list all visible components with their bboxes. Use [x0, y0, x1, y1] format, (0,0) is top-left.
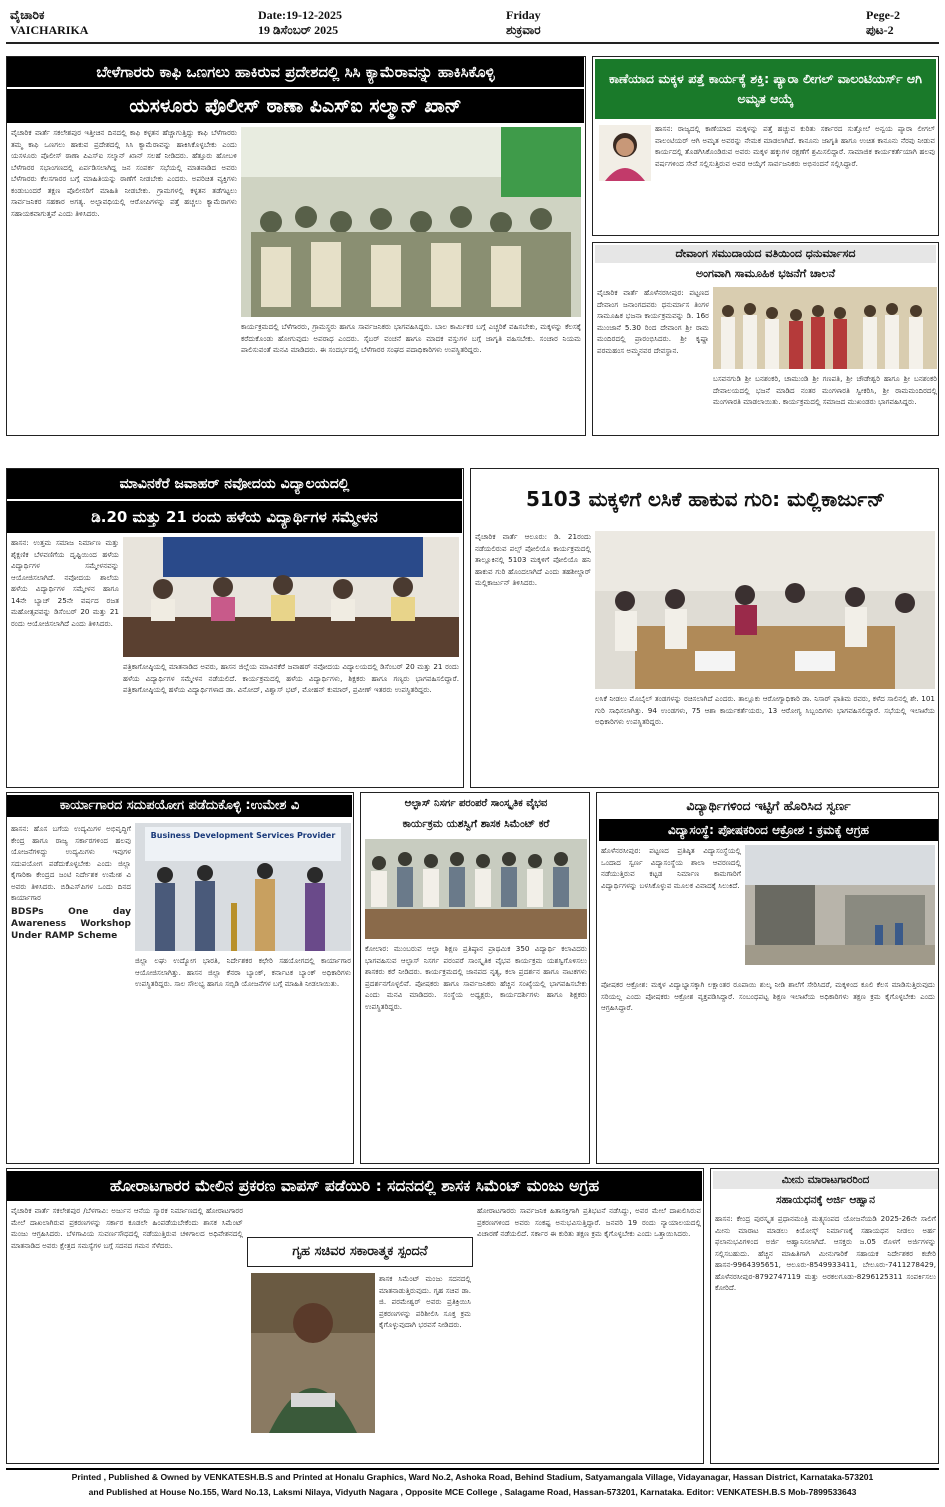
- story10-body: ಹಾಸನ: ಕೇಂದ್ರ ಪುರಸ್ಕೃತ ಪ್ರಧಾನಮಂತ್ರಿ ಮತ್ಸ್ಯಸಂಪದ ಯೋಜನೆಯಡಿ 2025-26ನೇ ಸಾಲಿಗೆ ಮೀನು ಮಾರಾಟ ಮಾಡಲು ಕಿಯೋಸ್ಕ್ ನಿರ್ಮಾಣಕ್ಕೆ ಸಹಾಯಧನ ನೀಡಲು ಅರ್ಹ ಫಲಾನುಭವಿಗಳಿಂದ ಅರ್ಜಿ ಆಹ್ವಾನಿಸಲಾಗಿದೆ. ಆಸಕ್ತರು ಜ.05 ರೊಳಗೆ ಅರ್ಜಿಗಳನ್ನು ಸಲ್ಲಿಸಬಹುದು. ಹೆಚ್ಚಿನ ಮಾಹಿತಿಗಾಗಿ ಮೀನುಗಾರಿಕೆ ಸಹಾಯಕ ನಿರ್ದೇಶಕರ ಕಚೇರಿ ಹಾಸನ-9964395651, ಆಲೂರು-8549933411, ಬೇಲೂರು-7411278429, ಹೊಳೆನರಸೀಪುರ-8792747119 ಮತ್ತು ಅರಕಲಗೂಡು-8296125311 ಸಂಪರ್ಕಿಸಲು ಕೋರಿದೆ.: [715, 1214, 936, 1292]
- story4-photo: [123, 537, 459, 657]
- story2-headline: ಕಾಣೆಯಾದ ಮಕ್ಕಳ ಪತ್ತೆ ಕಾರ್ಯಕ್ಕೆ ಶಕ್ತಿ: ಪ್ಯಾರಾ ಲೀಗಲ್ ವಾಲಂಟಿಯರ್ಸ್ ಆಗಿ ಅಮೃತ ಆಯ್ಕೆ: [595, 59, 936, 119]
- story4-body-right: ಪತ್ರಿಕಾಗೋಷ್ಠಿಯಲ್ಲಿ ಮಾತನಾಡಿದ ಅವರು, ಹಾಸನ ಜಿಲ್ಲೆಯ ಮಾವಿನಕೆರೆ ಜವಾಹರ್ ನವೋದಯ ವಿದ್ಯಾಲಯದಲ್ಲಿ ಡಿಸೆಂಬರ್ 20 ಮತ್ತು 21 ರಂದು ಹಳೆಯ ವಿದ್ಯಾರ್ಥಿಗಳ ಸಮ್ಮೇಳನ ನಡೆಯಲಿದೆ. ಕಾರ್ಯಕ್ರಮದಲ್ಲಿ ಹಳೆಯ ವಿದ್ಯಾರ್ಥಿಗಳು, ಶಿಕ್ಷಕರು ಹಾಗೂ ಗಣ್ಯರು ಭಾಗವಹಿಸಲಿದ್ದಾರೆ. ಪತ್ರಿಕಾಗೋಷ್ಠಿಯಲ್ಲಿ ಹಳೆಯ ವಿದ್ಯಾರ್ಥಿಗಳಾದ ಡಾ. ವಿನೋದ್, ವಿಶ್ವಾಸ್ ಭಟ್, ಮೋಹನ್ ಕುಮಾರ್, ಪ್ರವೀಣ್ ಇತರರು ಉಪಸ್ಥಿತರಿದ್ದರು.: [123, 662, 459, 694]
- name-kannada: ವೈಚಾರಿಕ: [10, 8, 45, 22]
- gathering-photo-icon: [365, 839, 587, 939]
- portrait-icon: [599, 125, 651, 181]
- story1-headline: ಬೇಳೆಗಾರರು ಕಾಫಿ ಒಣಗಲು ಹಾಕಿರುವ ಪ್ರದೇಶದಲ್ಲಿ ಸಿಸಿ ಕ್ಯಾಮೆರಾವನ್ನು ಹಾಕಿಸಿಕೊಳ್ಳಿ: [7, 57, 584, 87]
- story9-body-mid: ಶಾಸಕ ಸಿಮೆಂಟ್ ಮಂಜು ಸದನದಲ್ಲಿ ಮಾತನಾಡುತ್ತಿರುವುದು. ಗೃಹ ಸಚಿವ ಡಾ. ಜಿ. ಪರಮೇಶ್ವರ್ ಅವರು ಪ್ರತಿಕ್ರಿಯಿಸಿ ಪ್ರಕರಣಗಳನ್ನು ಪರಿಶೀಲಿಸಿ ಸೂಕ್ತ ಕ್ರಮ ಕೈಗೊಳ್ಳುವುದಾಗಿ ಭರವಸೆ ನೀಡಿದರು.: [379, 1274, 471, 1329]
- story9-body-right: ಹೋರಾಟಗಾರರು ಸಾರ್ವಜನಿಕ ಹಿತಾಸಕ್ತಿಗಾಗಿ ಪ್ರತಿಭಟನೆ ನಡೆಸಿದ್ದು, ಅವರ ಮೇಲೆ ದಾಖಲಿಸಿರುವ ಪ್ರಕರಣಗಳಿಂದ ಅವರು ಸಂಕಷ್ಟ ಅನುಭವಿಸುತ್ತಿದ್ದಾರೆ. ಜನವರಿ 19 ರಂದು ನ್ಯಾಯಾಲಯದಲ್ಲಿ ವಿಚಾರಣೆ ನಡೆಯಲಿದೆ. ಸರ್ಕಾರ ಈ ಕುರಿತು ತಕ್ಷಣ ಕ್ರಮ ಕೈಗೊಳ್ಳಬೇಕು ಎಂದು ಒತ್ತಾಯಿಸಿದರು.: [477, 1206, 701, 1238]
- story4-headline: ಮಾವಿನಕೆರೆ ಜವಾಹರ್ ನವೋದಯ ವಿದ್ಯಾಲಯದಲ್ಲಿ: [7, 469, 462, 499]
- story7-body: ಕೋಲಾರ: ಮುಂಬರುವ ಆಲ್ಫಾ ಶಿಕ್ಷಣ ಪ್ರತಿಷ್ಠಾನ ಪ್ರಾಥಮಿಕ 350 ವಿದ್ಯಾರ್ಥಿ ಕಲಾವಿದರು ಭಾಗವಹಿಸುವ ಆಲ್ಫಾಸ್ ನಿಸರ್ಗ ಪರಂಪರೆ ಸಾಂಸ್ಕೃತಿಕ ವೈಭವ ಕಾರ್ಯಕ್ರಮ ಯಶಸ್ವಿಗೊಳಿಸಲು ಶಾಸಕರು ಕರೆ ನೀಡಿದರು. ಕಾರ್ಯಕ್ರಮದಲ್ಲಿ ಜಾನಪದ ನೃತ್ಯ, ಕಲಾ ಪ್ರದರ್ಶನ ಹಾಗೂ ನಾಟಕಗಳು ಪ್ರದರ್ಶನಗೊಳ್ಳಲಿವೆ. ಪೋಷಕರು ಹಾಗೂ ಸಾರ್ವಜನಿಕರು ಹೆಚ್ಚಿನ ಸಂಖ್ಯೆಯಲ್ಲಿ ಭಾಗವಹಿಸಬೇಕು ಎಂದು ಮನವಿ ಮಾಡಿದರು. ಸಂಸ್ಥೆಯ ಅಧ್ಯಕ್ಷರು, ಕಾರ್ಯದರ್ಶಿಗಳು ಹಾಗೂ ಶಿಕ್ಷಕರು ಉಪಸ್ಥಿತರಿದ್ದರು.: [365, 944, 587, 1011]
- story9-subhead: ಗೃಹ ಸಚಿವರ ಸಕಾರಾತ್ಮಕ ಸ್ಪಂದನೆ: [247, 1237, 473, 1267]
- story5-body-right: ಲಸಿಕೆ ನೀಡಲು ಮೊಬೈಲ್ ತಂಡಗಳನ್ನು ರಚಿಸಲಾಗಿದೆ ಎಂದರು. ತಾಲ್ಲೂಕು ಆರೋಗ್ಯಾಧಿಕಾರಿ ಡಾ. ನಿಸಾರ್ ಫಾತಿಮ ರವರು, ಕಳೆದ ಸಾಲಿನಲ್ಲಿ ಶೇ. 101 ಗುರಿ ಸಾಧಿಸಲಾಗಿತ್ತು. 94 ಉಂಡಗಳು, 75 ಆಶಾ ಕಾರ್ಯಕರ್ತೆಯರು, 13 ಆರೋಗ್ಯ ಸಿಬ್ಬಂದಿಗಳು ಭಾಗವಹಿಸಲಿದ್ದಾರೆ. ಸಭೆಯಲ್ಲಿ ಇಲಾಖೆಯ ಅಧಿಕಾರಿಗಳು ಉಪಸ್ಥಿತರಿದ್ದರು.: [595, 694, 935, 726]
- imprint-line-1: Printed , Published & Owned by VENKATESH.B.S and Printed at Honalu Graphics, Ward No.2, Ashoka Road, Behind Stadium, Satyamangala Village, Vidayanagar, Hassan District, Karnataka-573201: [71, 1472, 874, 1482]
- story-missing-children: [592, 56, 939, 236]
- story9-body-left: ವೈಚಾರಿಕ ವಾರ್ತೆ ಸಕಲೇಶಪುರ /ಬೆಳಗಾವಿ: ಅರ್ಜುನ ಆನೆಯ ಸ್ಮಾರಕ ನಿರ್ಮಾಣದಲ್ಲಿ ಹೋರಾಟಗಾರರ ಮೇಲೆ ದಾಖಲಾಗಿರುವ ಪ್ರಕರಣಗಳನ್ನು ಸರ್ಕಾರ ಕೂಡಲೇ ಹಿಂಪಡೆಯಬೇಕೆಂದು ಶಾಸಕ ಸಿಮೆಂಟ್ ಮಂಜು ಆಗ್ರಹಿಸಿದರು. ಬೆಳಗಾವಿಯ ಸುವರ್ಣಸೌಧದಲ್ಲಿ ನಡೆಯುತ್ತಿರುವ ಚಳಿಗಾಲದ ಅಧಿವೇಶನದಲ್ಲಿ ಮಾತನಾಡಿದ ಅವರು ಕ್ಷೇತ್ರದ ಸಮಸ್ಯೆಗಳ ಬಗ್ಗೆ ಸದನದ ಗಮನ ಸೆಳೆದರು.: [11, 1206, 243, 1250]
- story7-subheadline: ಕಾರ್ಯಕ್ರಮ ಯಶಸ್ವಿಗೆ ಶಾಸಕ ಸಿಮೆಂಟ್ ಕರೆ: [402, 818, 550, 830]
- story10-headline: ಮೀನು ಮಾರಾಟಗಾರರಿಂದ: [713, 1171, 938, 1189]
- story10-subheadline: ಸಹಾಯಧನಕ್ಕೆ ಅರ್ಜಿ ಆಹ್ವಾನ: [776, 1194, 875, 1206]
- story5-photo: [595, 531, 935, 689]
- story3-body-right: ಬಸವನಗುಡಿ ಶ್ರೀ ಬನಶಂಕರಿ, ಚಾಮುಂಡಿ ಶ್ರೀ ಗಣಪತಿ, ಶ್ರೀ ಚೌಡೇಶ್ವರಿ ಹಾಗೂ ಶ್ರೀ ಬನಶಂಕರಿ ದೇವಾಲಯದಲ್ಲಿ ಭಜನೆ ಮಾಡಿದ ನಂತರ ಮಂಗಳಾರತಿ ಸ್ವೀಕರಿಸಿ, ಶ್ರೀ ರಾಮಮಂದಿರದಲ್ಲಿ ಮಂಗಳಾರತಿ ಮಾಡಲಾಯಿತು. ಕಾರ್ಯಕ್ರಮದಲ್ಲಿ ಸಮಾಜದ ಮುಖಂಡರು ಭಾಗವಹಿಸಿದ್ದರು.: [713, 374, 937, 406]
- story-devanga-bhajan: [592, 242, 939, 436]
- story6-body-left: ಹಾಸನ: ಹೊಸ ಬಗೆಯ ಉದ್ಯಮಿಗಳ ಅಭಿವೃದ್ಧಿಗೆ ಕೇಂದ್ರ ಹಾಗೂ ರಾಜ್ಯ ಸರ್ಕಾರಗಳಿಂದ ಹಲವು ಯೋಜನೆಗಳಿದ್ದು ಉದ್ಯಮಿಗಳು ಇವುಗಳ ಸದುಪಯೋಗ ಪಡೆದುಕೊಳ್ಳಬೇಕು ಎಂದು ಜಿಲ್ಲಾ ಕೈಗಾರಿಕಾ ಕೇಂದ್ರದ ಜಂಟಿ ನಿರ್ದೇಶಕ ಉಮೇಶ ವಿ ಅವರು ತಿಳಿಸಿದರು. ಬಿಡಿಎಸ್‌ಪಿಗಳ ಒಂದು ದಿನದ ಕಾರ್ಯಾಗಾರ: [11, 824, 131, 902]
- meeting-photo-icon: [241, 127, 581, 317]
- masthead-date: [258, 8, 342, 38]
- story1-body-right: ಕಾರ್ಯಕ್ರಮದಲ್ಲಿ ಬೆಳೆಗಾರರು, ಗ್ರಾಮಸ್ಥರು ಹಾಗೂ ಸಾರ್ವಜನಿಕರು ಭಾಗವಹಿಸಿದ್ದರು. ಬಾಲ ಕಾರ್ಮಿಕರ ಬಗ್ಗೆ ಎಚ್ಚರಿಕೆ ವಹಿಸಬೇಕು, ಮಕ್ಕಳನ್ನು ಕೆಲಸಕ್ಕೆ ಕರೆದುಕೊಂಡು ಹೋಗುವುದು ಅಪರಾಧ ಎಂದರು. ಸೈಬರ್ ವಂಚನೆ ಹಾಗೂ ಮಾದಕ ವಸ್ತುಗಳ ಬಗ್ಗೆ ಜಾಗೃತಿ ವಹಿಸಬೇಕು. ಸಂಚಾರ ನಿಯಮ ಪಾಲಿಸುವಂತೆ ಮನವಿ ಮಾಡಿದರು. ಈ ಸಂದರ್ಭದಲ್ಲಿ ಬೆಳೆಗಾರರ ಸಂಘದ ಪದಾಧಿಕಾರಿಗಳು ಉಪಸ್ಥಿತರಿದ್ದರು.: [241, 322, 581, 354]
- story6-photo: [135, 823, 351, 951]
- imprint-line-2: and Published at House No.155, Ward No.13, Laksmi Nilaya, Vidyuth Nagara , Opposite MCE College , Salagame Road, Hassan-573201, Karnataka. Editor: VENKATESH.B.S Mob-7899533643: [88, 1487, 857, 1497]
- masthead-day: [506, 8, 541, 38]
- story8-subheadline: ವಿದ್ಯಾಸಂಸ್ಥೆ: ಪೋಷಕರಿಂದ ಆಕ್ರೋಶ : ಕ್ರಮಕ್ಕೆ ಆಗ್ರಹ: [599, 819, 938, 841]
- story3-headline: ದೇವಾಂಗ ಸಮುದಾಯದ ವತಿಯಿಂದ ಧನುರ್ಮಾಸದ: [595, 245, 936, 263]
- story6-body-right: ಜಿಲ್ಲಾ ಲಘು ಉದ್ಯೋಗ ಭಾರತಿ, ನಿರ್ದೇಶಕರ ಕಛೇರಿ ಸಹಯೋಗದಲ್ಲಿ ಕಾರ್ಯಾಗಾರ ಆಯೋಜಿಸಲಾಗಿತ್ತು. ಹಾಸನ ಜಿಲ್ಲಾ ಕೆನರಾ ಬ್ಯಾಂಕ್, ಕರ್ನಾಟಕ ಬ್ಯಾಂಕ್ ಅಧಿಕಾರಿಗಳು ಉಪಸ್ಥಿತರಿದ್ದರು. ಸಾಲ ಸೌಲಭ್ಯ ಹಾಗೂ ಸಬ್ಸಿಡಿ ಯೋಜನೆಗಳ ಬಗ್ಗೆ ಮಾಹಿತಿ ನೀಡಲಾಯಿತು.: [135, 956, 351, 988]
- legislator-photo-icon: [251, 1273, 375, 1433]
- story6-headline: ಕಾರ್ಯಾಗಾರದ ಸದುಪಯೋಗ ಪಡೆದುಕೊಳ್ಳಿ :ಉಮೇಶ ವಿ: [7, 795, 352, 817]
- story1-subheadline: ಯಸಳೂರು ಪೊಲೀಸ್ ಠಾಣಾ ಪಿಎಸ್ಐ ಸಲ್ಮಾನ್ ಖಾನ್: [7, 89, 584, 123]
- story4-body-left: ಹಾಸನ: ಉತ್ತಮ ಸಮಾಜ ನಿರ್ಮಾಣ ಮತ್ತು ಶೈಕ್ಷಣಿಕ ಬೆಳವಣಿಗೆಯ ದೃಷ್ಟಿಯಿಂದ ಹಳೆಯ ವಿದ್ಯಾರ್ಥಿಗಳ ಸಮ್ಮೇಳನವನ್ನು ಆಯೋಜಿಸಲಾಗಿದೆ. ನವೋದಯ ಶಾಲೆಯ ಹಳೆಯ ವಿದ್ಯಾರ್ಥಿಗಳ ಸಮ್ಮೇಳನ ಹಾಗೂ 14ನೇ ಬ್ಯಾಚ್ 25ನೇ ವರ್ಷದ ರಜತ ಮಹೋತ್ಸವವನ್ನು ಡಿಸೆಂಬರ್ 20 ಮತ್ತು 21 ರಂದು ಆಯೋಜಿಸಲಾಗಿದೆ ಎಂದು ತಿಳಿಸಿದರು.: [11, 538, 119, 628]
- page-english: Pege-2: [866, 8, 900, 22]
- masthead-name: [10, 8, 88, 38]
- story6-english-title: BDSPs One day Awareness Workshop Under RAMP Scheme: [11, 906, 131, 941]
- story7-photo: [365, 839, 587, 939]
- story-swarna-school: [596, 792, 939, 1164]
- story3-body-left: ವೈಚಾರಿಕ ವಾರ್ತೆ ಹೊಳೆನರಸೀಪುರ: ಪಟ್ಟಣದ ದೇವಾಂಗ ಜನಾಂಗದವರು ಧನುರ್ಮಾಸ ತಿಂಗಳ ಸಾಮೂಹಿಕ ಭಜನಾ ಕಾರ್ಯಕ್ರಮವನ್ನು ಡಿ. 16ರ ಮುಂಜಾನೆ 5.30 ರಿಂದ ದೇವಾಂಗ ಶ್ರೀ ರಾಮ ಮಂದಿರದಲ್ಲಿ ಪ್ರಾರಂಭಿಸಿದರು. ಶ್ರೀ ಕೃಷ್ಣಾ ಪರಮಹಂಸ ಅಮ್ಮನವರ ದೇವಸ್ಥಾನ.: [597, 288, 709, 355]
- press-meet-photo-icon: [123, 537, 459, 657]
- story9-photo: [251, 1273, 375, 1433]
- date-kannada: 19 ಡಿಸೆಂಬರ್ 2025: [258, 23, 339, 37]
- meeting-table-photo-icon: [595, 531, 935, 689]
- story-activists-case: [6, 1168, 704, 1464]
- story3-subheadline: ಅಂಗವಾಗಿ ಸಾಮೂಹಿಕ ಭಜನೆಗೆ ಚಾಲನೆ: [695, 267, 836, 280]
- page-kannada: ಪುಟ-2: [866, 23, 894, 37]
- story-polio-vaccine: [470, 468, 939, 788]
- story1-photo: [241, 127, 581, 317]
- construction-photo-icon: [745, 845, 935, 965]
- story4-subheadline: ಡಿ.20 ಮತ್ತು 21 ರಂದು ಹಳೆಯ ವಿದ್ಯಾರ್ಥಿಗಳ ಸಮ್ಮೇಳನ: [7, 501, 462, 533]
- story-workshop: [6, 792, 354, 1164]
- story8-body: ಪೋಷಕರ ಆಕ್ರೋಶ: ಮಕ್ಕಳ ವಿದ್ಯಾಭ್ಯಾಸಕ್ಕಾಗಿ ಲಕ್ಷಾಂತರ ರೂಪಾಯಿ ಶುಲ್ಕ ನೀಡಿ ಶಾಲೆಗೆ ಸೇರಿಸಿದರೆ, ಮಕ್ಕಳಿಂದ ಕೂಲಿ ಕೆಲಸ ಮಾಡಿಸುತ್ತಿರುವುದು ಸರಿಯಲ್ಲ ಎಂದು ಪೋಷಕರು ಆಕ್ರೋಶ ವ್ಯಕ್ತಪಡಿಸಿದ್ದಾರೆ. ಸಂಬಂಧಪಟ್ಟ ಶಿಕ್ಷಣ ಇಲಾಖೆಯ ಅಧಿಕಾರಿಗಳು ತಕ್ಷಣ ಕ್ರಮ ಕೈಗೊಳ್ಳಬೇಕು ಎಂದು ಆಗ್ರಹಿಸಿದ್ದಾರೆ.: [601, 980, 935, 1012]
- masthead: [6, 4, 939, 44]
- lamp-lighting-photo-icon: [135, 823, 351, 951]
- story5-body-left: ವೈಚಾರಿಕ ವಾರ್ತೆ ಆಲೂರು: ಡಿ. 21ರಂದು ನಡೆಯಲಿರುವ ಪಲ್ಸ್ ಪೋಲಿಯೊ ಕಾರ್ಯಕ್ರಮದಲ್ಲಿ ತಾಲ್ಲೂಕಿನಲ್ಲಿ 5103 ಮಕ್ಕಳಿಗೆ ಪೋಲಿಯೊ ಹನಿ ಹಾಕುವ ಗುರಿ ಹೊಂದಲಾಗಿದೆ ಎಂದು ತಹಶೀಲ್ದಾರ್ ಮಲ್ಲಿಕಾರ್ಜುನ್ ತಿಳಿಸಿದರು.: [475, 532, 591, 587]
- story2-portrait: [599, 125, 651, 181]
- masthead-page: [866, 8, 900, 38]
- story6-banner: Business Development Services Provider: [150, 831, 336, 840]
- date-english: Date:19-12-2025: [258, 8, 342, 22]
- story-alphas-culture: [360, 792, 590, 1164]
- story5-headline: 5103 ಮಕ್ಕಳಿಗೆ ಲಸಿಕೆ ಹಾಕುವ ಗುರಿ: ಮಲ್ಲಿಕಾರ್ಜುನ್: [525, 487, 886, 511]
- story-fish-vendors: [710, 1168, 939, 1464]
- name-english: VAICHARIKA: [10, 23, 89, 37]
- story2-body: ಹಾಸನ: ರಾಜ್ಯದಲ್ಲಿ ಕಾಣೆಯಾದ ಮಕ್ಕಳನ್ನು ಪತ್ತೆ ಹಚ್ಚುವ ಕುರಿತು ಸರ್ಕಾರದ ಸುತ್ತೋಲೆ ಅನ್ವಯ ಪ್ಯಾರಾ ಲೀಗಲ್ ವಾಲಂಟಿಯರ್ ಆಗಿ ಅಮೃತ ಅವರನ್ನು ನೇಮಕ ಮಾಡಲಾಗಿದೆ. ಕಾನೂನು ಜಾಗೃತಿ ಹಾಗೂ ಉಚಿತ ಕಾನೂನು ನೆರವು ನೀಡುವ ಕಾರ್ಯದಲ್ಲಿ ತೊಡಗಿಸಿಕೊಂಡಿರುವ ಅವರು ಮಕ್ಕಳ ಹಕ್ಕುಗಳ ರಕ್ಷಣೆಗೆ ಶ್ರಮಿಸಲಿದ್ದಾರೆ. ಸಾಮಾಜಿಕ ಕಾರ್ಯಕರ್ತೆಯಾಗಿ ಹಲವು ವರ್ಷಗಳಿಂದ ಸೇವೆ ಸಲ್ಲಿಸುತ್ತಿರುವ ಅವರ ಆಯ್ಕೆಗೆ ಸಾರ್ವಜನಿಕರು ಅಭಿನಂದನೆ ಸಲ್ಲಿಸಿದ್ದಾರೆ.: [655, 124, 935, 168]
- story8-headline: ವಿದ್ಯಾರ್ಥಿಗಳಿಂದ ಇಟ್ಟಿಗೆ ಹೊರಿಸಿದ ಸ್ವರ್ಣ: [686, 798, 851, 813]
- story-navodaya-alumni: [6, 468, 464, 788]
- imprint-footer: [6, 1468, 939, 1502]
- story3-photo: [713, 287, 937, 369]
- bhajan-photo-icon: [713, 287, 937, 369]
- story8-body-left: ಹೊಳೆನರಸೀಪುರ: ಪಟ್ಟಣದ ಪ್ರತಿಷ್ಠಿತ ವಿದ್ಯಾಸಂಸ್ಥೆಯಲ್ಲಿ ಒಂದಾದ ಸ್ವರ್ಣ ವಿದ್ಯಾಸಂಸ್ಥೆಯ ಶಾಲಾ ಆವರಣದಲ್ಲಿ ನಡೆಯುತ್ತಿರುವ ಕಟ್ಟಡ ನಿರ್ಮಾಣ ಕಾಮಗಾರಿಗೆ ವಿದ್ಯಾರ್ಥಿಗಳನ್ನು ಬಳಸಿಕೊಳ್ಳುವ ಮೂಲಕ ವಿವಾದಕ್ಕೆ ಸಿಲುಕಿದೆ.: [601, 846, 741, 890]
- day-english: Friday: [506, 8, 541, 22]
- story-coffee-cctv: [6, 56, 586, 436]
- story7-headline: ಆಲ್ಫಾಸ್ ನಿಸರ್ಗ ಪರಂಪರೆ ಸಾಂಸ್ಕೃತಿಕ ವೈಭವ: [404, 798, 548, 809]
- story1-body-left: ವೈಚಾರಿಕ ವಾರ್ತೆ ಸಕಲೇಶಪುರ ಇತ್ತೀಚಿನ ದಿನದಲ್ಲಿ ಕಾಫಿ ಕಳ್ಳತನ ಹೆಚ್ಚಾಗುತ್ತಿದ್ದು ಕಾಫಿ ಬೆಳೆಗಾರರು ತಮ್ಮ ಕಾಫಿ ಒಣಗಲು ಹಾಕುವ ಪ್ರದೇಶದಲ್ಲಿ ಸಿಸಿ ಕ್ಯಾಮೆರಾವನ್ನು ಹಾಕಿಸಿಕೊಳ್ಳಬೇಕು ಎಂದು ಯಸಳೂರು ಪೊಲೀಸ್ ಠಾಣಾ ಪಿಎಸ್ಐ ಸಲ್ಮಾನ್ ಖಾನ್ ಸಲಹೆ ನೀಡಿದರು. ಹೆತ್ತೂರು ಹೋಬಳಿ ಬೆಳೆಗಾರರ ಸಭಾಂಗಣದಲ್ಲಿ ಏರ್ಪಡಿಸಲಾಗಿದ್ದ ಜನ ಸಂಪರ್ಕ ಸಭೆಯಲ್ಲಿ ಮಾತನಾಡಿದ ಅವರು ಬೆಳೆಗಾರರು ಕೆಲಸಗಾರರ ಬಗ್ಗೆ ಮಾಹಿತಿಯನ್ನು ಠಾಣೆಗೆ ನೀಡಬೇಕು ಎಂದರು. ಅಪರಿಚಿತ ವ್ಯಕ್ತಿಗಳು ಕಂಡುಬಂದರೆ ತಕ್ಷಣ ಪೊಲೀಸರಿಗೆ ಮಾಹಿತಿ ನೀಡಬೇಕು. ಗ್ರಾಮಗಳಲ್ಲಿ ಕಳ್ಳತನ ತಡೆಗಟ್ಟಲು ಸಾರ್ವಜನಿಕರ ಸಹಕಾರ ಅಗತ್ಯ. ಅಲ್ಪಾವಧಿಯಲ್ಲಿ ಆರೋಪಿಗಳನ್ನು ಪತ್ತೆ ಹಚ್ಚಲು ಕ್ಯಾಮೆರಾಗಳು ಸಹಾಯಕವಾಗುತ್ತವೆ ಎಂದು ತಿಳಿಸಿದರು.: [11, 128, 237, 218]
- day-kannada: ಶುಕ್ರವಾರ: [506, 23, 541, 37]
- story9-headline: ಹೋರಾಟಗಾರರ ಮೇಲಿನ ಪ್ರಕರಣ ವಾಪಸ್ ಪಡೆಯಿರಿ : ಸದನದಲ್ಲಿ ಶಾಸಕ ಸಿಮೆಂಟ್ ಮಂಜು ಅಗ್ರಹ: [7, 1171, 702, 1201]
- story8-photo: [745, 845, 935, 965]
